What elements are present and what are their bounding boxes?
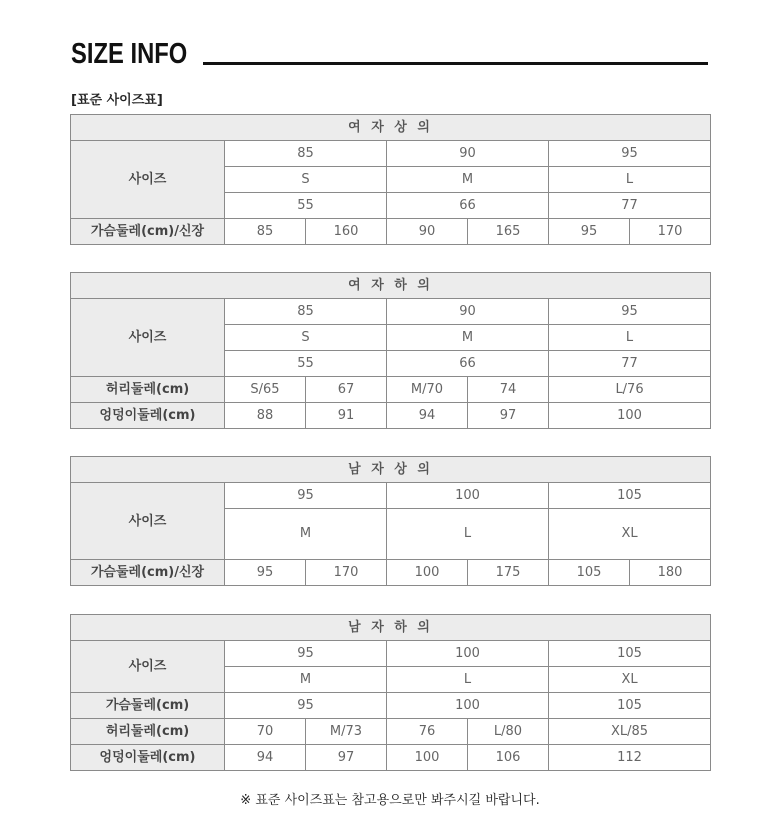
measure-cell: 100 — [549, 403, 711, 429]
measure-cell: 112 — [549, 745, 711, 771]
size-cell: M — [387, 325, 549, 351]
measure-cell: 105 — [549, 693, 711, 719]
measure-cell: 95 — [549, 219, 630, 245]
measure-cell: 165 — [468, 219, 549, 245]
table-row — [71, 141, 711, 167]
measure-cell: 175 — [468, 560, 549, 586]
measure-cell: 70 — [225, 719, 306, 745]
size-cell: 85 — [225, 141, 387, 167]
table-row — [71, 377, 711, 403]
table-row — [71, 745, 711, 771]
page-title: SIZE INFO — [71, 38, 188, 70]
row-label-waist: 허리둘레(cm) — [71, 719, 225, 745]
table-row — [71, 483, 711, 509]
row-label-size: 사이즈 — [71, 641, 225, 693]
womens-bottom-size-table — [70, 272, 711, 429]
table-row — [71, 115, 711, 141]
measure-cell: M/70 — [387, 377, 468, 403]
measure-cell: 94 — [225, 745, 306, 771]
footnote: ※ 표준 사이즈표는 참고용으로만 봐주시길 바랍니다. — [240, 793, 540, 808]
table-row — [71, 299, 711, 325]
size-cell: 85 — [225, 299, 387, 325]
row-label-waist: 허리둘레(cm) — [71, 377, 225, 403]
table-row — [71, 693, 711, 719]
size-cell: 95 — [225, 483, 387, 509]
measure-cell: 95 — [225, 560, 306, 586]
measure-cell: 74 — [468, 377, 549, 403]
measure-cell: 94 — [387, 403, 468, 429]
measure-cell: 97 — [468, 403, 549, 429]
measure-cell: 85 — [225, 219, 306, 245]
size-cell: 95 — [549, 299, 711, 325]
size-cell: 77 — [549, 351, 711, 377]
size-cell: 90 — [387, 299, 549, 325]
measure-cell: 170 — [630, 219, 711, 245]
measure-cell: 100 — [387, 693, 549, 719]
table-row — [71, 615, 711, 641]
measure-cell: 97 — [306, 745, 387, 771]
table-row — [71, 219, 711, 245]
size-cell: L — [387, 667, 549, 693]
measure-cell: 90 — [387, 219, 468, 245]
size-chart-subtitle: [표준 사이즈표] — [71, 93, 163, 108]
table-heading: 남 자 하 의 — [71, 615, 711, 641]
row-label-chest: 가슴둘레(cm) — [71, 693, 225, 719]
size-cell: L — [387, 509, 549, 560]
measure-cell: 100 — [387, 560, 468, 586]
measure-cell: 106 — [468, 745, 549, 771]
size-cell: 66 — [387, 193, 549, 219]
size-cell: 95 — [549, 141, 711, 167]
size-cell: 100 — [387, 641, 549, 667]
measure-cell: 88 — [225, 403, 306, 429]
row-label-size: 사이즈 — [71, 141, 225, 219]
row-label-hip: 엉덩이둘레(cm) — [71, 745, 225, 771]
size-cell: 77 — [549, 193, 711, 219]
row-label-hip: 엉덩이둘레(cm) — [71, 403, 225, 429]
table-row — [71, 641, 711, 667]
size-cell: 105 — [549, 483, 711, 509]
measure-cell: 160 — [306, 219, 387, 245]
row-label-chest-height: 가슴둘레(cm)/신장 — [71, 219, 225, 245]
measure-cell: 170 — [306, 560, 387, 586]
size-cell: 95 — [225, 641, 387, 667]
size-cell: L — [549, 325, 711, 351]
size-cell: S — [225, 167, 387, 193]
size-cell: 105 — [549, 641, 711, 667]
size-cell: L — [549, 167, 711, 193]
size-cell: 66 — [387, 351, 549, 377]
table-row — [71, 403, 711, 429]
size-cell: S — [225, 325, 387, 351]
measure-cell: M/73 — [306, 719, 387, 745]
measure-cell: 67 — [306, 377, 387, 403]
measure-cell: 105 — [549, 560, 630, 586]
size-cell: 55 — [225, 351, 387, 377]
size-cell: XL — [549, 667, 711, 693]
mens-top-size-table — [70, 456, 711, 586]
row-label-size: 사이즈 — [71, 483, 225, 560]
row-label-size: 사이즈 — [71, 299, 225, 377]
row-label-chest-height: 가슴둘레(cm)/신장 — [71, 560, 225, 586]
title-divider — [203, 62, 708, 65]
measure-cell: L/80 — [468, 719, 549, 745]
measure-cell: XL/85 — [549, 719, 711, 745]
size-cell: M — [387, 167, 549, 193]
table-row — [71, 273, 711, 299]
measure-cell: 76 — [387, 719, 468, 745]
table-heading: 여 자 하 의 — [71, 273, 711, 299]
measure-cell: 95 — [225, 693, 387, 719]
table-heading: 여 자 상 의 — [71, 115, 711, 141]
size-cell: M — [225, 667, 387, 693]
table-row — [71, 560, 711, 586]
measure-cell: 100 — [387, 745, 468, 771]
measure-cell: L/76 — [549, 377, 711, 403]
measure-cell: 180 — [630, 560, 711, 586]
size-cell: 100 — [387, 483, 549, 509]
size-cell: M — [225, 509, 387, 560]
measure-cell: 91 — [306, 403, 387, 429]
mens-bottom-size-table — [70, 614, 711, 771]
womens-top-size-table — [70, 114, 711, 245]
table-heading: 남 자 상 의 — [71, 457, 711, 483]
table-row — [71, 719, 711, 745]
table-row — [71, 457, 711, 483]
size-cell: 90 — [387, 141, 549, 167]
size-cell: XL — [549, 509, 711, 560]
measure-cell: S/65 — [225, 377, 306, 403]
size-cell: 55 — [225, 193, 387, 219]
